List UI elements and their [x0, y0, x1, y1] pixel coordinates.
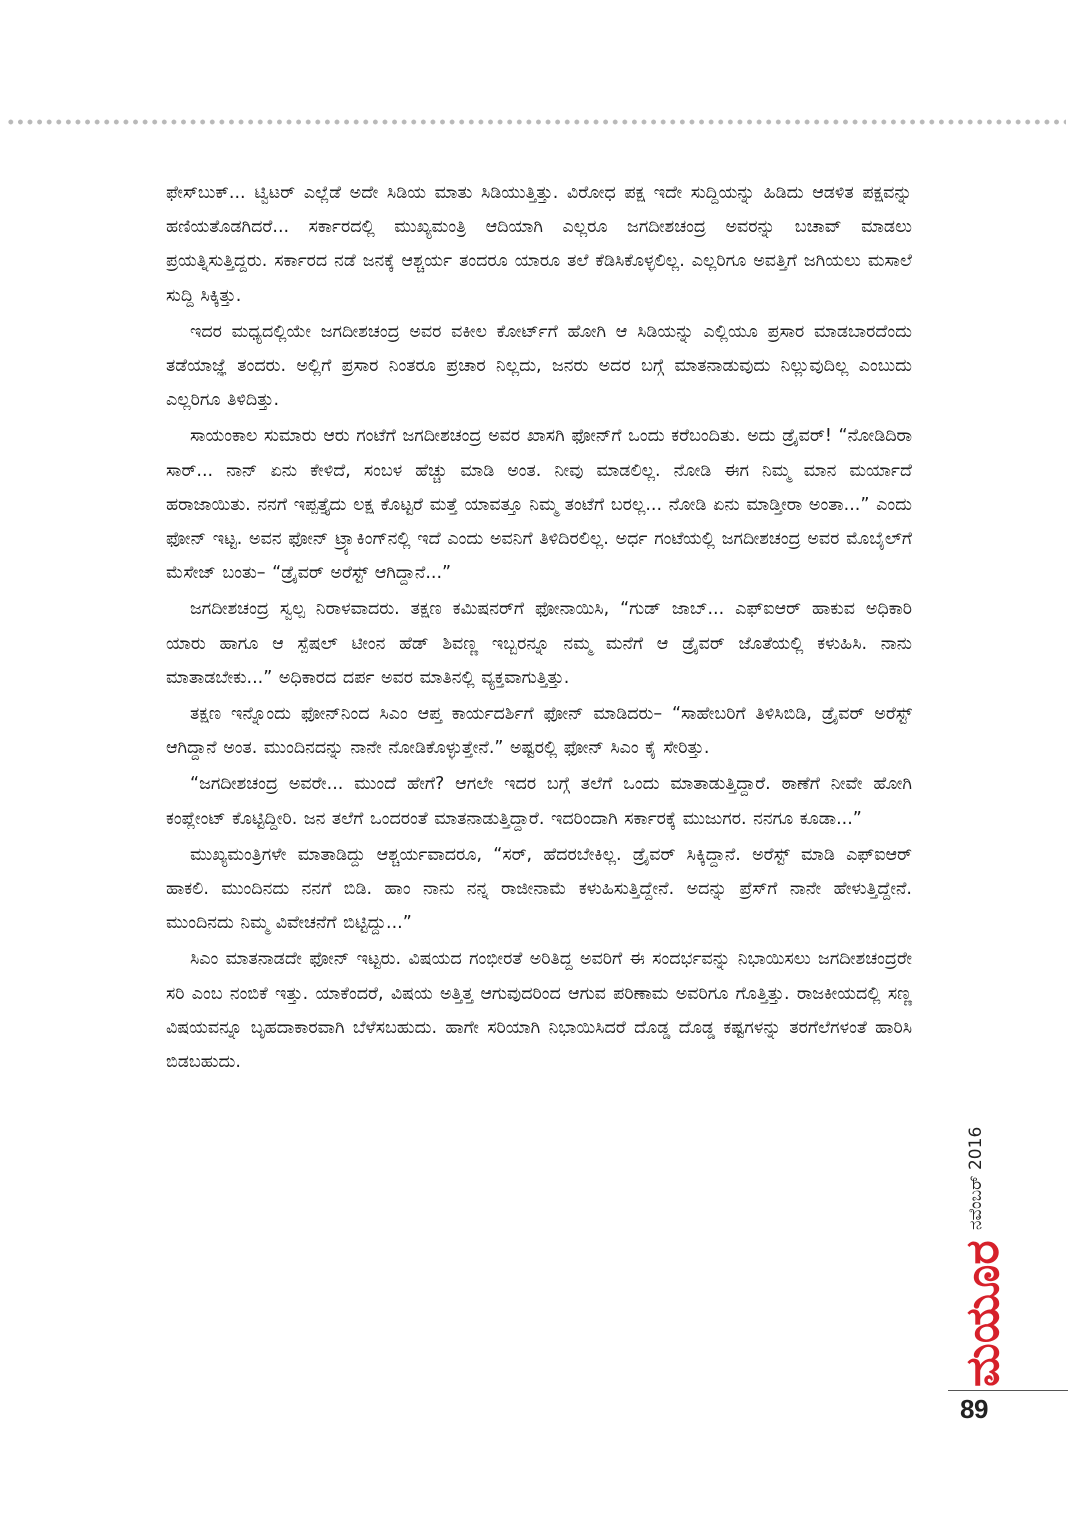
dotted-header-rule — [6, 118, 1066, 126]
article-paragraph: ಜಗದೀಶಚಂದ್ರ ಸ್ವಲ್ಪ ನಿರಾಳವಾದರು. ತಕ್ಷಣ ಕಮಿಷನರ್‌ಗೆ ಫೋನಾಯಿಸಿ, “ಗುಡ್ ಜಾಬ್... ಎಫ್‌ಐಆರ್ ಹಾಕುವ ಅಧಿಕಾರಿ ಯಾರು ಹಾಗೂ ಆ ಸ್ಪೆಷಲ್ ಟೀಂನ ಹೆಡ್ ಶಿವಣ್ಣ ಇಬ್ಬರನ್ನೂ ನಮ್ಮ ಮನೆಗೆ ಆ ಡ್ರೈವರ್ ಜೊತೆಯಲ್ಲಿ ಕಳುಹಿಸಿ. ನಾನು ಮಾತಾಡಬೇಕು...” ಅಧಿಕಾರದ ದರ್ಪ ಅವರ ಮಾತಿನಲ್ಲಿ ವ್ಯಕ್ತವಾಗುತ್ತಿತ್ತು. — [166, 599, 912, 688]
page-number: 89 — [960, 1394, 988, 1424]
magazine-sidebar — [926, 1080, 1046, 1390]
article-paragraph: ಇದರ ಮಧ್ಯದಲ್ಲಿಯೇ ಜಗದೀಶಚಂದ್ರ ಅವರ ವಕೀಲ ಕೋರ್ಟ್‌ಗೆ ಹೋಗಿ ಆ ಸಿಡಿಯನ್ನು ಎಲ್ಲಿಯೂ ಪ್ರಸಾರ ಮಾಡಬಾರದೆಂದು ತಡೆಯಾಜ್ಞೆ ತಂದರು. ಅಲ್ಲಿಗೆ ಪ್ರಸಾರ ನಿಂತರೂ ಪ್ರಚಾರ ನಿಲ್ಲದು, ಜನರು ಅದರ ಬಗ್ಗೆ ಮಾತನಾಡುವುದು ನಿಲ್ಲುವುದಿಲ್ಲ ಎಂಬುದು ಎಲ್ಲರಿಗೂ ತಿಳಿದಿತ್ತು. — [166, 321, 912, 411]
article-paragraph: ಸಾಯಂಕಾಲ ಸುಮಾರು ಆರು ಗಂಟೆಗೆ ಜಗದೀಶಚಂದ್ರ ಅವರ ಖಾಸಗಿ ಫೋನ್‌ಗೆ ಒಂದು ಕರೆಬಂದಿತು. ಅದು ಡ್ರೈವರ್! “ನೋಡಿದಿರಾ ಸಾರ್... ನಾನ್ ಏನು ಕೇಳಿದೆ, ಸಂಬಳ ಹೆಚ್ಚು ಮಾಡಿ ಅಂತ. ನೀವು ಮಾಡಲಿಲ್ಲ. ನೋಡಿ ಈಗ ನಿಮ್ಮ ಮಾನ ಮರ್ಯಾದೆ ಹರಾಜಾಯಿತು. ನನಗೆ ಇಪ್ಪತ್ತೈದು ಲಕ್ಷ ಕೊಟ್ಟರೆ ಮತ್ತೆ ಯಾವತ್ತೂ ನಿಮ್ಮ ತಂಟೆಗೆ ಬರಲ್ಲ... ನೋಡಿ ಏನು ಮಾಡ್ತೀರಾ ಅಂತಾ...” ಎಂದು ಫೋನ್ ಇಟ್ಟ. ಅವನ ಫೋನ್ ಟ್ರ್ಯಾಕಿಂಗ್‌ನಲ್ಲಿ ಇದೆ ಎಂದು ಅವನಿಗೆ ತಿಳಿದಿರಲಿಲ್ಲ. ಅರ್ಧ ಗಂಟೆಯಲ್ಲಿ ಜಗದೀಶಚಂದ್ರ ಅವರ ಮೊಬೈಲ್‌ಗೆ ಮೆಸೇಜ್ ಬಂತು– “ಡ್ರೈವರ್ ಅರೆಸ್ಟ್ ಆಗಿದ್ದಾನೆ...” — [166, 426, 912, 584]
article-paragraph: ತಕ್ಷಣ ಇನ್ನೊಂದು ಫೋನ್‌ನಿಂದ ಸಿಎಂ ಆಪ್ತ ಕಾರ್ಯದರ್ಶಿಗೆ ಫೋನ್ ಮಾಡಿದರು– “ಸಾಹೇಬರಿಗೆ ತಿಳಿಸಿಬಿಡಿ, ಡ್ರೈವರ್ ಅರೆಸ್ಟ್ ಆಗಿದ್ದಾನೆ ಅಂತ. ಮುಂದಿನದನ್ನು ನಾನೇ ನೋಡಿಕೊಳ್ಳುತ್ತೇನೆ.” ಅಷ್ಟರಲ್ಲಿ ಫೋನ್ ಸಿಎಂ ಕೈ ಸೇರಿತ್ತು. — [166, 704, 912, 759]
article-paragraph: ಫೇಸ್‌ಬುಕ್... ಟ್ವಿಟರ್ ಎಲ್ಲೆಡೆ ಅದೇ ಸಿಡಿಯ ಮಾತು ಸಿಡಿಯುತ್ತಿತ್ತು. ವಿರೋಧ ಪಕ್ಷ ಇದೇ ಸುದ್ದಿಯನ್ನು ಹಿಡಿದು ಆಡಳಿತ ಪಕ್ಷವನ್ನು ಹಣಿಯತೊಡಗಿದರೆ... ಸರ್ಕಾರದಲ್ಲಿ ಮುಖ್ಯಮಂತ್ರಿ ಆದಿಯಾಗಿ ಎಲ್ಲರೂ ಜಗದೀಶಚಂದ್ರ ಅವರನ್ನು ಬಚಾವ್ ಮಾಡಲು ಪ್ರಯತ್ನಿಸುತ್ತಿದ್ದರು. ಸರ್ಕಾರದ ನಡೆ ಜನಕ್ಕೆ ಆಶ್ಚರ್ಯ ತಂದರೂ ಯಾರೂ ತಲೆ ಕೆಡಿಸಿಕೊಳ್ಳಲಿಲ್ಲ. ಎಲ್ಲರಿಗೂ ಅವತ್ತಿಗೆ ಜಗಿಯಲು ಮಸಾಲೆ ಸುದ್ದಿ ಸಿಕ್ಕಿತ್ತು. — [166, 183, 912, 306]
article-paragraph: ಮುಖ್ಯಮಂತ್ರಿಗಳೇ ಮಾತಾಡಿದ್ದು ಆಶ್ಚರ್ಯವಾದರೂ, “ಸರ್, ಹೆದರಬೇಕಿಲ್ಲ. ಡ್ರೈವರ್ ಸಿಕ್ಕಿದ್ದಾನೆ. ಅರೆಸ್ಟ್ ಮಾಡಿ ಎಫ್‌ಐಆರ್ ಹಾಕಲಿ. ಮುಂದಿನದು ನನಗೆ ಬಿಡಿ. ಹಾಂ ನಾನು ನನ್ನ ರಾಜೀನಾಮೆ ಕಳುಹಿಸುತ್ತಿದ್ದೇನೆ. ಅದನ್ನು ಪ್ರೆಸ್‌ಗೆ ನಾನೇ ಹೇಳುತ್ತಿದ್ದೇನೆ. ಮುಂದಿನದು ನಿಮ್ಮ ವಿವೇಚನೆಗೆ ಬಿಟ್ಟಿದ್ದು...” — [166, 844, 912, 934]
footer-rule — [948, 1390, 1068, 1391]
article-paragraph: “ಜಗದೀಶಚಂದ್ರ ಅವರೇ... ಮುಂದೆ ಹೇಗೆ? ಆಗಲೇ ಇದರ ಬಗ್ಗೆ ತಲೆಗೆ ಒಂದು ಮಾತಾಡುತ್ತಿದ್ದಾರೆ. ಠಾಣೆಗೆ ನೀವೇ ಹೋಗಿ ಕಂಪ್ಲೇಂಟ್ ಕೊಟ್ಟಿದ್ದೀರಿ. ಜನ ತಲೆಗೆ ಒಂದರಂತೆ ಮಾತನಾಡುತ್ತಿದ್ದಾರೆ. ಇದರಿಂದಾಗಿ ಸರ್ಕಾರಕ್ಕೆ ಮುಜುಗರ. ನನಗೂ ಕೂಡಾ...” — [166, 774, 912, 829]
magazine-logo: ಮಯೂರ — [955, 1240, 1009, 1388]
issue-date: ನವೆಂಬರ್ 2016 — [966, 1126, 986, 1230]
article-paragraph: ಸಿಎಂ ಮಾತನಾಡದೇ ಫೋನ್ ಇಟ್ಟರು. ವಿಷಯದ ಗಂಭೀರತೆ ಅರಿತಿದ್ದ ಅವರಿಗೆ ಈ ಸಂದರ್ಭವನ್ನು ನಿಭಾಯಿಸಲು ಜಗದೀಶಚಂದ್ರರೇ ಸರಿ ಎಂಬ ನಂಬಿಕೆ ಇತ್ತು. ಯಾಕೆಂದರೆ, ವಿಷಯ ಅತ್ತಿತ್ತ ಆಗುವುದರಿಂದ ಆಗುವ ಪರಿಣಾಮ ಅವರಿಗೂ ಗೊತ್ತಿತ್ತು. ರಾಜಕೀಯದಲ್ಲಿ ಸಣ್ಣ ವಿಷಯವನ್ನೂ ಬೃಹದಾಕಾರವಾಗಿ ಬೆಳೆಸಬಹುದು. ಹಾಗೇ ಸರಿಯಾಗಿ ನಿಭಾಯಿಸಿದರೆ ದೊಡ್ಡ ದೊಡ್ಡ ಕಷ್ಟಗಳನ್ನು ತರಗೆಲೆಗಳಂತೆ ಹಾರಿಸಿ ಬಿಡಬಹುದು. — [166, 949, 912, 1073]
article-body — [166, 176, 912, 1081]
